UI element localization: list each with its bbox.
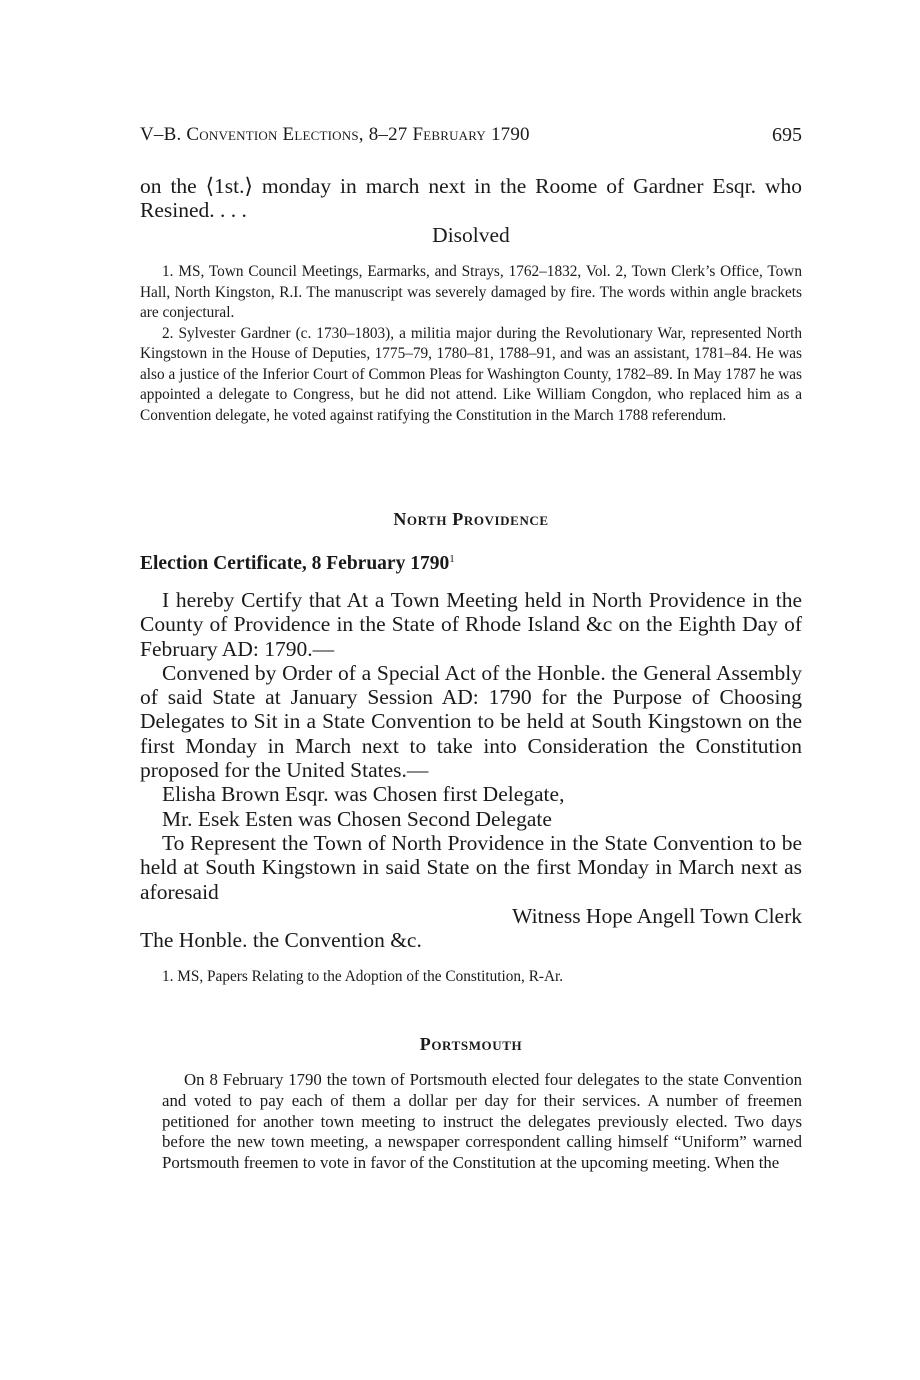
certificate-paragraph: Mr. Esek Esten was Chosen Second Delegate bbox=[162, 806, 552, 831]
certificate-paragraph: Elisha Brown Esqr. was Chosen first Delegate, bbox=[162, 782, 565, 807]
footnote-marker: 1 bbox=[449, 553, 455, 565]
running-head-title: V–B. Convention Elections, 8–27 February 1790 bbox=[140, 124, 530, 145]
opening-paragraph: on the ⟨1st.⟩ monday in march next in the Roome of Gardner Esqr. who Resined. . . . bbox=[140, 174, 802, 223]
footnote: 2. Sylvester Gardner (c. 1730–1803), a militia major during the Revolutionary War, represented North Kingstown in the House of Deputies, 1775–79, 1780–81, 1788–91, and was an assistant, 1781–84. He was also a justice of the Inferior Court of Common Pleas for Washington County, 1782–89. In May 1787 he was appointed a delegate to Congress, but he did not attend. Like William Congdon, who replaced him as a Convention delegate, he voted against ratifying the Constitution in the March 1788 referendum. bbox=[140, 324, 802, 424]
footnotes-north-providence bbox=[140, 967, 802, 988]
document-title-text: Election Certificate, 8 February 1790 bbox=[140, 553, 450, 574]
certificate-signature: Witness Hope Angell Town Clerk bbox=[512, 903, 802, 928]
section-heading-north-providence: North Providence bbox=[393, 509, 549, 529]
certificate-paragraph: To Represent the Town of North Providence in the State Convention to be held at South Kingstown in said State on the first Monday in March next as aforesaid bbox=[140, 830, 802, 904]
document-title bbox=[140, 553, 802, 575]
opening-closing: Disolved bbox=[432, 222, 510, 247]
certificate-address: The Honble. the Convention &c. bbox=[140, 928, 422, 953]
certificate-paragraph: I hereby Certify that At a Town Meeting held in North Providence in the County of Providence in the State of Rhode Island &c on the Eighth Day of February AD: 1790.— bbox=[140, 588, 802, 661]
section-heading-portsmouth: Portsmouth bbox=[419, 1034, 523, 1054]
running-head bbox=[140, 124, 802, 150]
page-number: 695 bbox=[772, 124, 802, 146]
footnote: 1. MS, Papers Relating to the Adoption of the Constitution, R-Ar. bbox=[162, 968, 564, 985]
footnotes-north-kingstown bbox=[140, 262, 802, 426]
portsmouth-paragraph: On 8 February 1790 the town of Portsmouth elected four delegates to the state Convention and voted to pay each of them a dollar per day for their services. A number of freemen petitioned for another town meeting to instruct the delegates previously elected. Two days before the new town meeting, a newspaper correspondent calling himself “Uniform” warned Portsmouth freemen to vote in favor of the Constitution at the upcoming meeting. When the bbox=[162, 1070, 802, 1173]
footnote: 1. MS, Town Council Meetings, Earmarks, and Strays, 1762–1832, Vol. 2, Town Clerk’s Office, Town Hall, North Kingston, R.I. The manuscript was severely damaged by fire. The words within angle brackets are conjectural. bbox=[140, 263, 802, 321]
certificate-paragraph: Convened by Order of a Special Act of the Honble. the General Assembly of said State at January Session AD: 1790 for the Purpose of Choosing Delegates to Sit in a State Convention to be held at South Kingstown on the first Monday in March next to take into Consideration the Constitution proposed for the United States.— bbox=[140, 660, 802, 783]
election-certificate bbox=[140, 588, 802, 952]
opening-text bbox=[140, 174, 802, 247]
portsmouth-headnote bbox=[162, 1070, 802, 1174]
